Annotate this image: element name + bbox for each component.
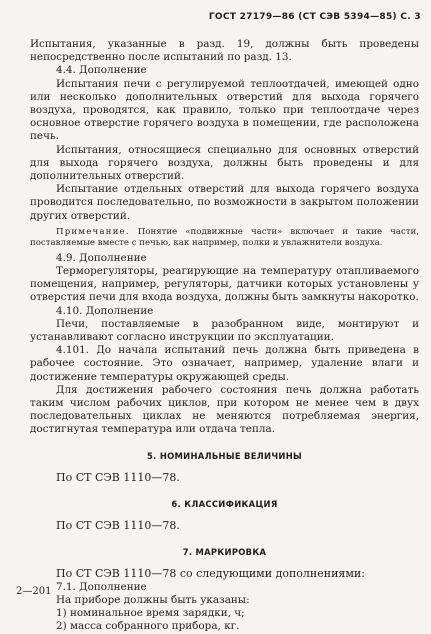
page-footer: 2—201 <box>16 586 52 597</box>
section-heading: 7. МАРКИРОВКА <box>182 546 267 557</box>
note-label: Примечание. <box>56 226 130 237</box>
body-paragraph: Испытания, относящиеся специально для основных отверстий для выхода горячего воздуха, должны быть проведены и для дополнительных отверстий. <box>30 143 419 183</box>
body-paragraph: Испытания, указанные в разд. 19, должны быть проведены непосредственно после испытаний по разд. 13. <box>30 38 419 64</box>
note-text: Понятие «подвижные части» включает и такие части, поставляемые вместе с печью, как например, полки и увлажнители воздуха. <box>30 226 419 249</box>
body-paragraph: 4.10. Дополнение <box>56 304 154 317</box>
list-item: 1) номинальное время зарядки, ч; <box>56 607 245 620</box>
section-heading: 6. КЛАССИФИКАЦИЯ <box>171 498 278 509</box>
section-heading: 5. НОМИНАЛЬНЫЕ ВЕЛИЧИНЫ <box>147 450 302 461</box>
body-paragraph: Испытание отдельных отверстий для выхода горячего воздуха проводится последовательно, по возможности в закрытом положении других отверстий. <box>30 183 419 222</box>
page-header: ГОСТ 27179—86 (СТ СЭВ 5394—85) С. 3 <box>208 12 421 22</box>
body-paragraph: Испытания печи с регулируемой теплоотдачей, имеющей одно или несколько дополнительных отверстий для выхода горячего воздуха, проводятся, как правило, только при теплоотдаче через основное отверстие горячего воздуха в помещении, где расположена печь. <box>30 77 419 143</box>
body-paragraph: На приборе должны быть указаны: <box>56 593 250 606</box>
body-paragraph: Печи, поставляемые в разобранном виде, монтируют и устанавливают согласно инструкции по эксплуатации. <box>30 317 419 344</box>
body-paragraph: 7.1. Дополнение <box>56 580 147 593</box>
body-paragraph: 4.4. Дополнение <box>56 64 147 77</box>
standard-reference: По СТ СЭВ 1110—78. <box>56 518 180 532</box>
body-paragraph: Терморегуляторы, реагирующие на температуру отапливаемого помещения, например, регуляторы, датчики которых установлены у отверстия печи для входа воздуха, должны быть замкнуты накоротко. <box>30 265 419 304</box>
note-paragraph <box>30 227 419 250</box>
list-item: 2) масса собранного прибора, кг. <box>56 620 240 633</box>
body-paragraph: 4.101. До начала испытаний печь должна быть приведена в рабочее состояние. Это означает, например, удаление влаги и достижение температуры окружающей среды. <box>30 344 419 383</box>
standard-reference: По СТ СЭВ 1110—78. <box>56 470 180 484</box>
document-body <box>30 38 419 634</box>
standard-reference: По СТ СЭВ 1110—78 со следующими дополнениями: <box>56 566 365 580</box>
body-paragraph: Для достижения рабочего состояния печь должна работать таким числом рабочих циклов, при котором не менее чем в двух последовательных циклах не меняются потребляемая энергия, достигнутая температура или отдача тепла. <box>30 383 419 436</box>
body-paragraph: 4.9. Дополнение <box>56 251 147 264</box>
